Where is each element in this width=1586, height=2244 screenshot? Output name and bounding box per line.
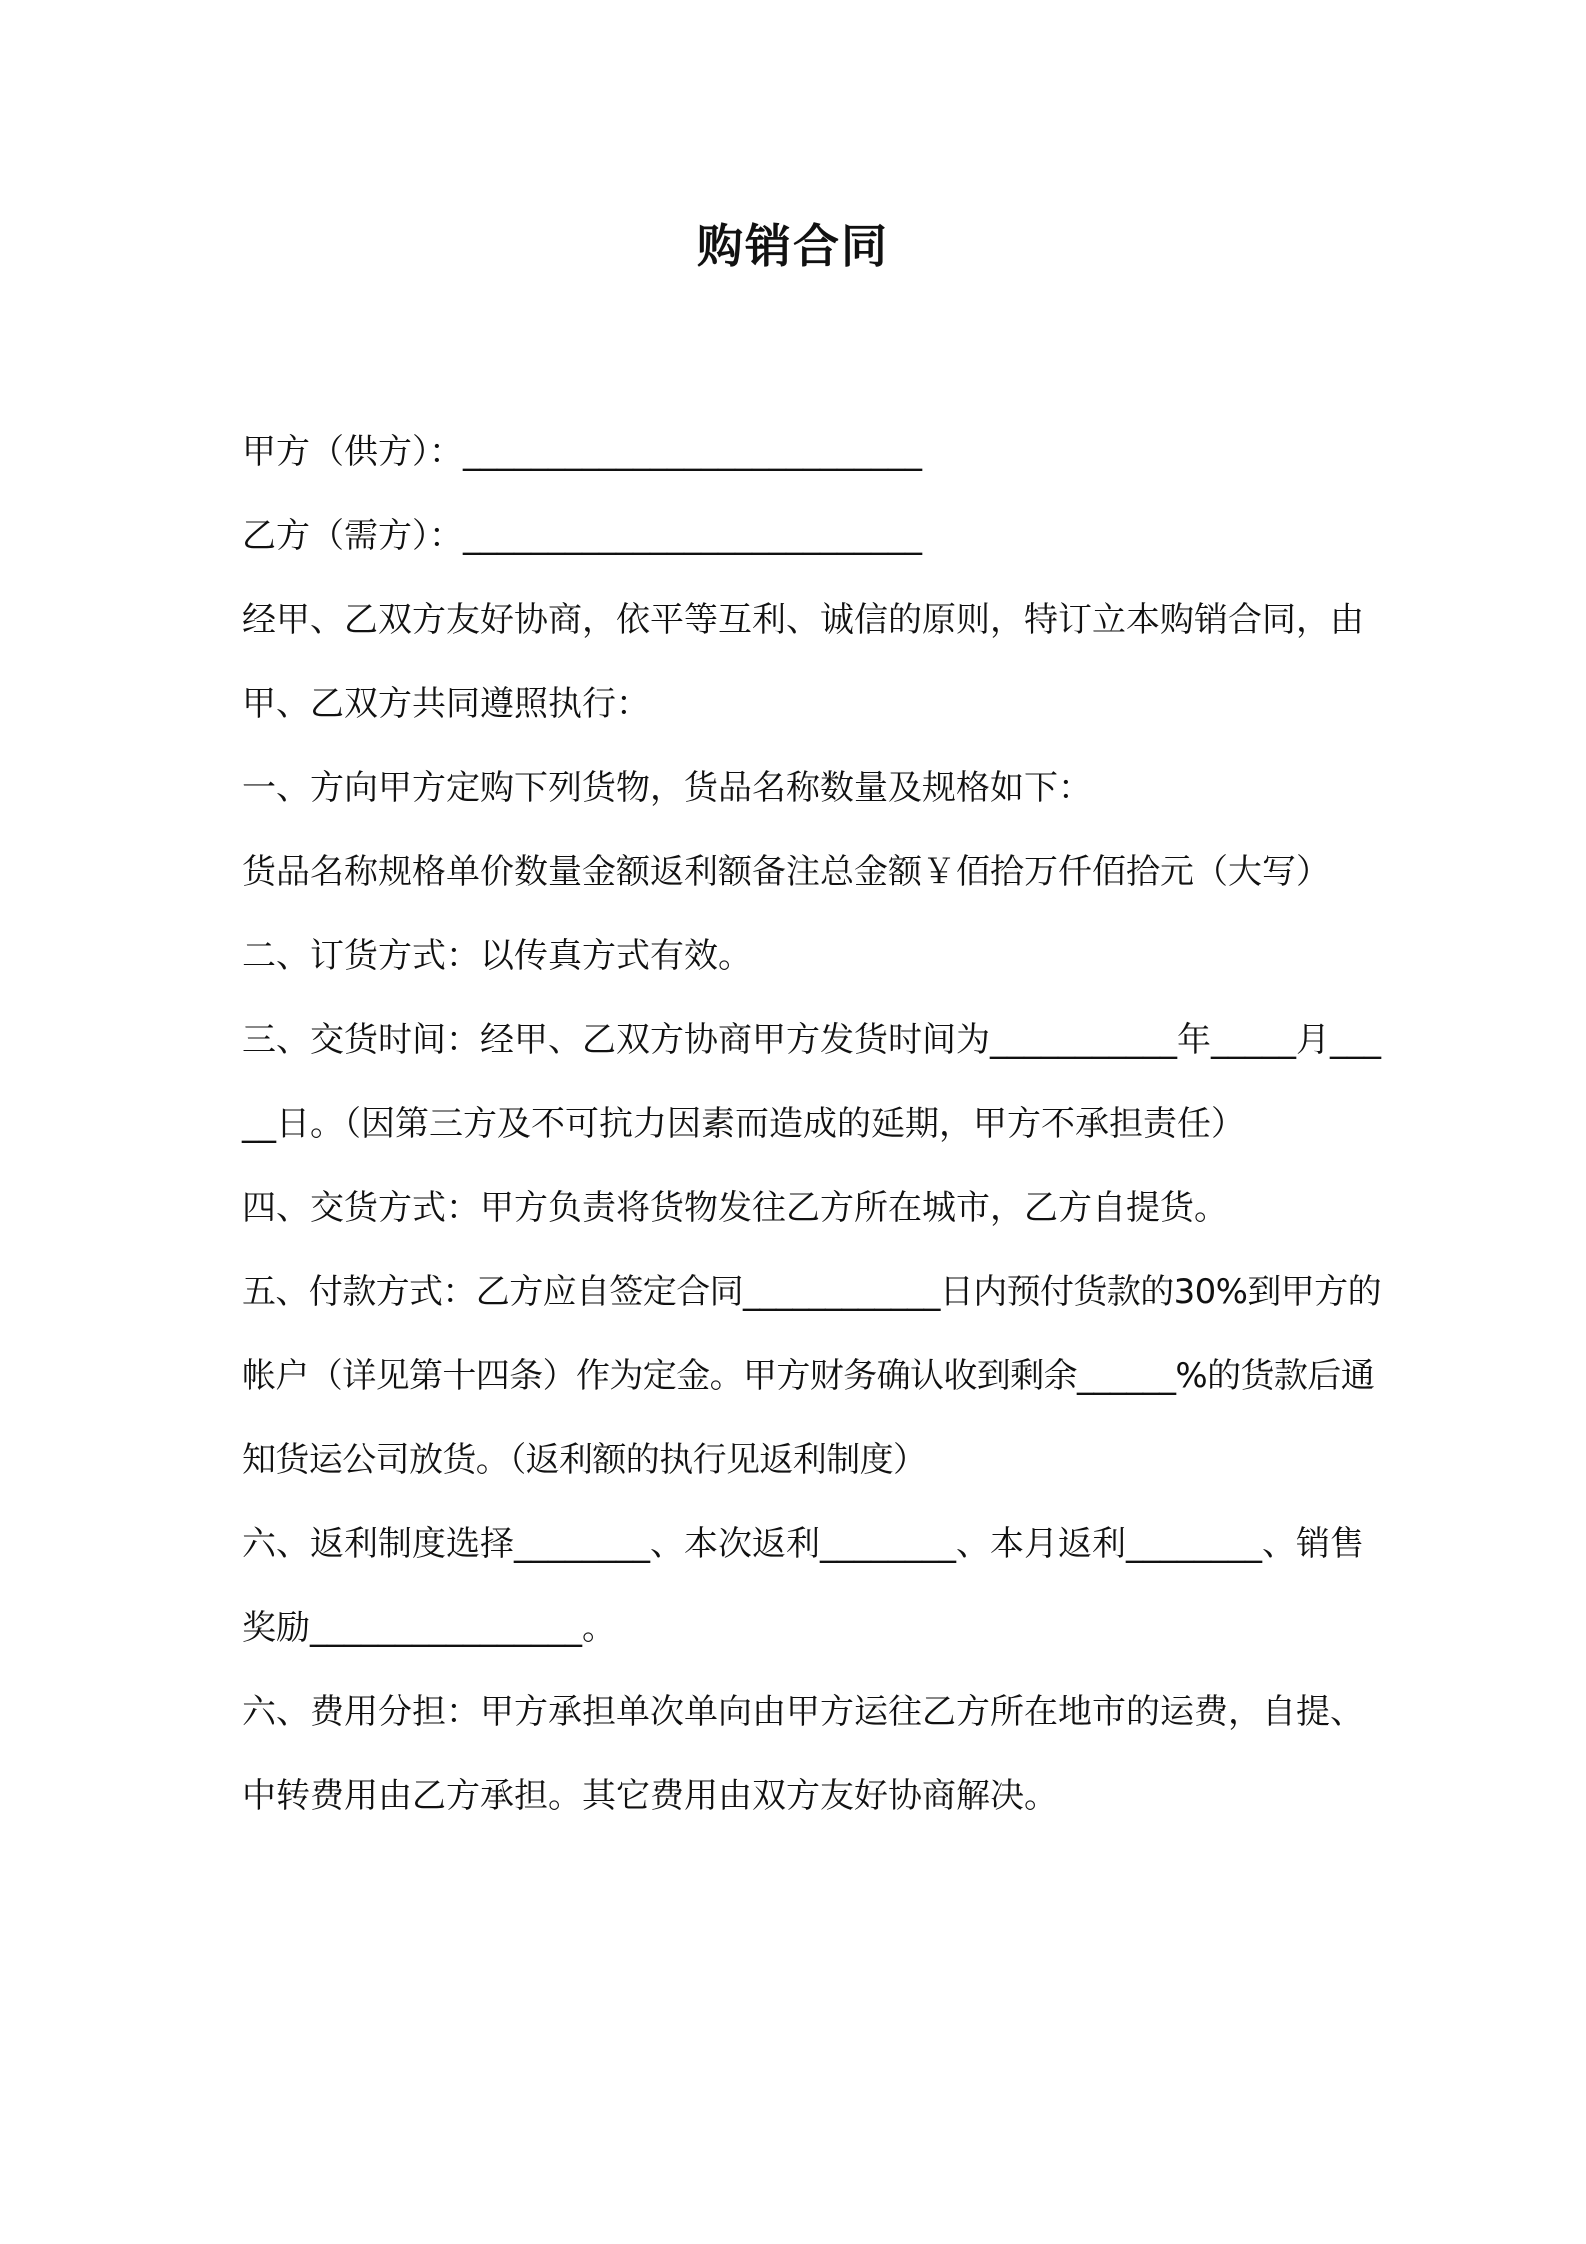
party-b-line: 乙方（需方）：___________________________ <box>242 516 922 556</box>
clause-4-delivery-method: 四、交货方式：甲方负责将货物发往乙方所在城市，乙方自提货。 <box>242 1188 1228 1228</box>
clause-6-cost-sharing: 六、费用分担：甲方承担单次单向由甲方运往乙方所在地市的运费，自提、中转费用由乙方承担。其它费用由双方友好协商解决。 <box>242 1692 1364 1816</box>
preamble-paragraph: 经甲、乙双方友好协商，依平等互利、诚信的原则，特订立本购销合同，由甲、乙双方共同遵照执行： <box>242 600 1364 724</box>
document-title: 购销合同 <box>697 219 889 273</box>
party-a-line: 甲方（供方）：___________________________ <box>242 432 922 472</box>
clause-1: 一、方向甲方定购下列货物，货品名称数量及规格如下： <box>242 768 1092 808</box>
clause-6-rebate: 六、返利制度选择________、本次返利________、本月返利________、销售奖励________________。 <box>242 1524 1364 1648</box>
clause-5-payment: 五、付款方式：乙方应自签定合同____________日内预付货款的30%到甲方的帐户（详见第十四条）作为定金。甲方财务确认收到剩余______%的货款后通知货运公司放货。（返利额的执行见返利制度） <box>242 1272 1381 1480</box>
document-body <box>242 410 1382 1838</box>
clause-2-ordering: 二、订货方式：以传真方式有效。 <box>242 936 752 976</box>
goods-description: 货品名称规格单价数量金额返利额备注总金额￥佰拾万仟佰拾元（大写） <box>242 852 1330 892</box>
clause-3-delivery-time: 三、交货时间：经甲、乙双方协商甲方发货时间为___________年_____月_____日。（因第三方及不可抗力因素而造成的延期，甲方不承担责任） <box>242 1020 1381 1144</box>
